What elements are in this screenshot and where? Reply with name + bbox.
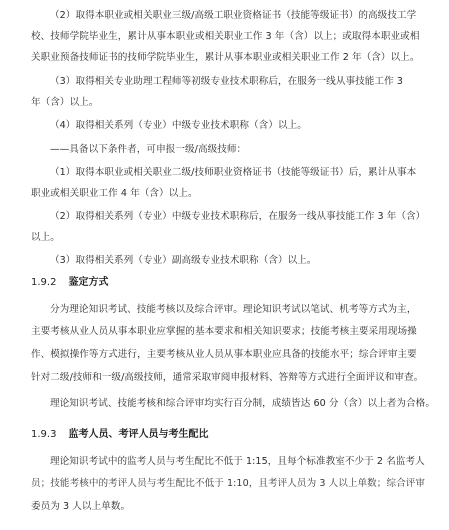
section-number: 1.9.3 — [31, 429, 57, 440]
text-line: 针对二级/技师和一级/高级技师，通常采取审阅申报材料、答辩等方式进行全面评议和审查。 — [31, 372, 424, 383]
text-line: （2）取得相关系列（专业）中级专业技术职称后，在服务一线从事技能工作 3 年（含） — [50, 211, 426, 222]
text-line: （3）取得相关系列（专业）副高级专业技术职称（含）以上。 — [50, 255, 317, 266]
text-line: 校、技师学院毕业生，累计从事本职业或相关职业工作 3 年（含）以上；或取得本职业或相 — [31, 31, 420, 42]
text-line: 作、模拟操作等方式进行，主要考核从业人员从事本职业应具备的技能水平；综合评审主要 — [31, 349, 417, 360]
text-line: 理论知识考试、技能考核和综合评审均实行百分制，成绩皆达 60 分（含）以上者为合格。 — [50, 398, 435, 409]
text-line: 员；技能考核中的考评人员与考生配比不低于 1:10，且考评人员为 3 人以上单数；综合评审 — [31, 478, 426, 489]
section-heading — [31, 428, 208, 442]
text-line: 年（含）以上。 — [31, 97, 99, 108]
text-line: 职业或相关职业工作 4 年（含）以上。 — [31, 188, 198, 199]
text-line: 以上。 — [31, 232, 60, 243]
section-title: 监考人员、考评人员与考生配比 — [68, 429, 209, 440]
text-line: （2）取得本职业或相关职业三级/高级工职业资格证书（技能等级证书）的高级技工学 — [50, 10, 417, 21]
text-line: 分为理论知识考试、技能考核以及综合评审。理论知识考试以笔试、机考等方式为主， — [50, 304, 417, 315]
text-line: 主要考核从业人员从事本职业应掌握的基本要求和相关知识要求；技能考核主要采用现场操 — [31, 326, 417, 337]
text-line: 理论知识考试中的监考人员与考生配比不低于 1:15，且每个标准教室不少于 2 名监考人 — [50, 456, 425, 467]
text-line: （4）取得相关系列（专业）中级专业技术职称（含）以上。 — [50, 120, 307, 131]
text-line: 关职业预备技师证书的技师学院毕业生，累计从事本职业或相关职业工作 2 年（含）以上。 — [31, 52, 420, 63]
text-line: （1）取得本职业或相关职业二级/技师职业资格证书（技能等级证书）后，累计从事本 — [50, 167, 417, 178]
text-line: 委员为 3 人以上单数。 — [31, 501, 131, 512]
section-title: 鉴定方式 — [68, 277, 109, 288]
text-line: ——具备以下条件者，可申报一级/高级技师： — [50, 144, 247, 155]
section-heading — [31, 276, 108, 290]
section-number: 1.9.2 — [31, 277, 57, 288]
text-line: （3）取得相关专业助理工程师等初级专业技术职称后，在服务一线从事技能工作 3 — [50, 76, 403, 87]
